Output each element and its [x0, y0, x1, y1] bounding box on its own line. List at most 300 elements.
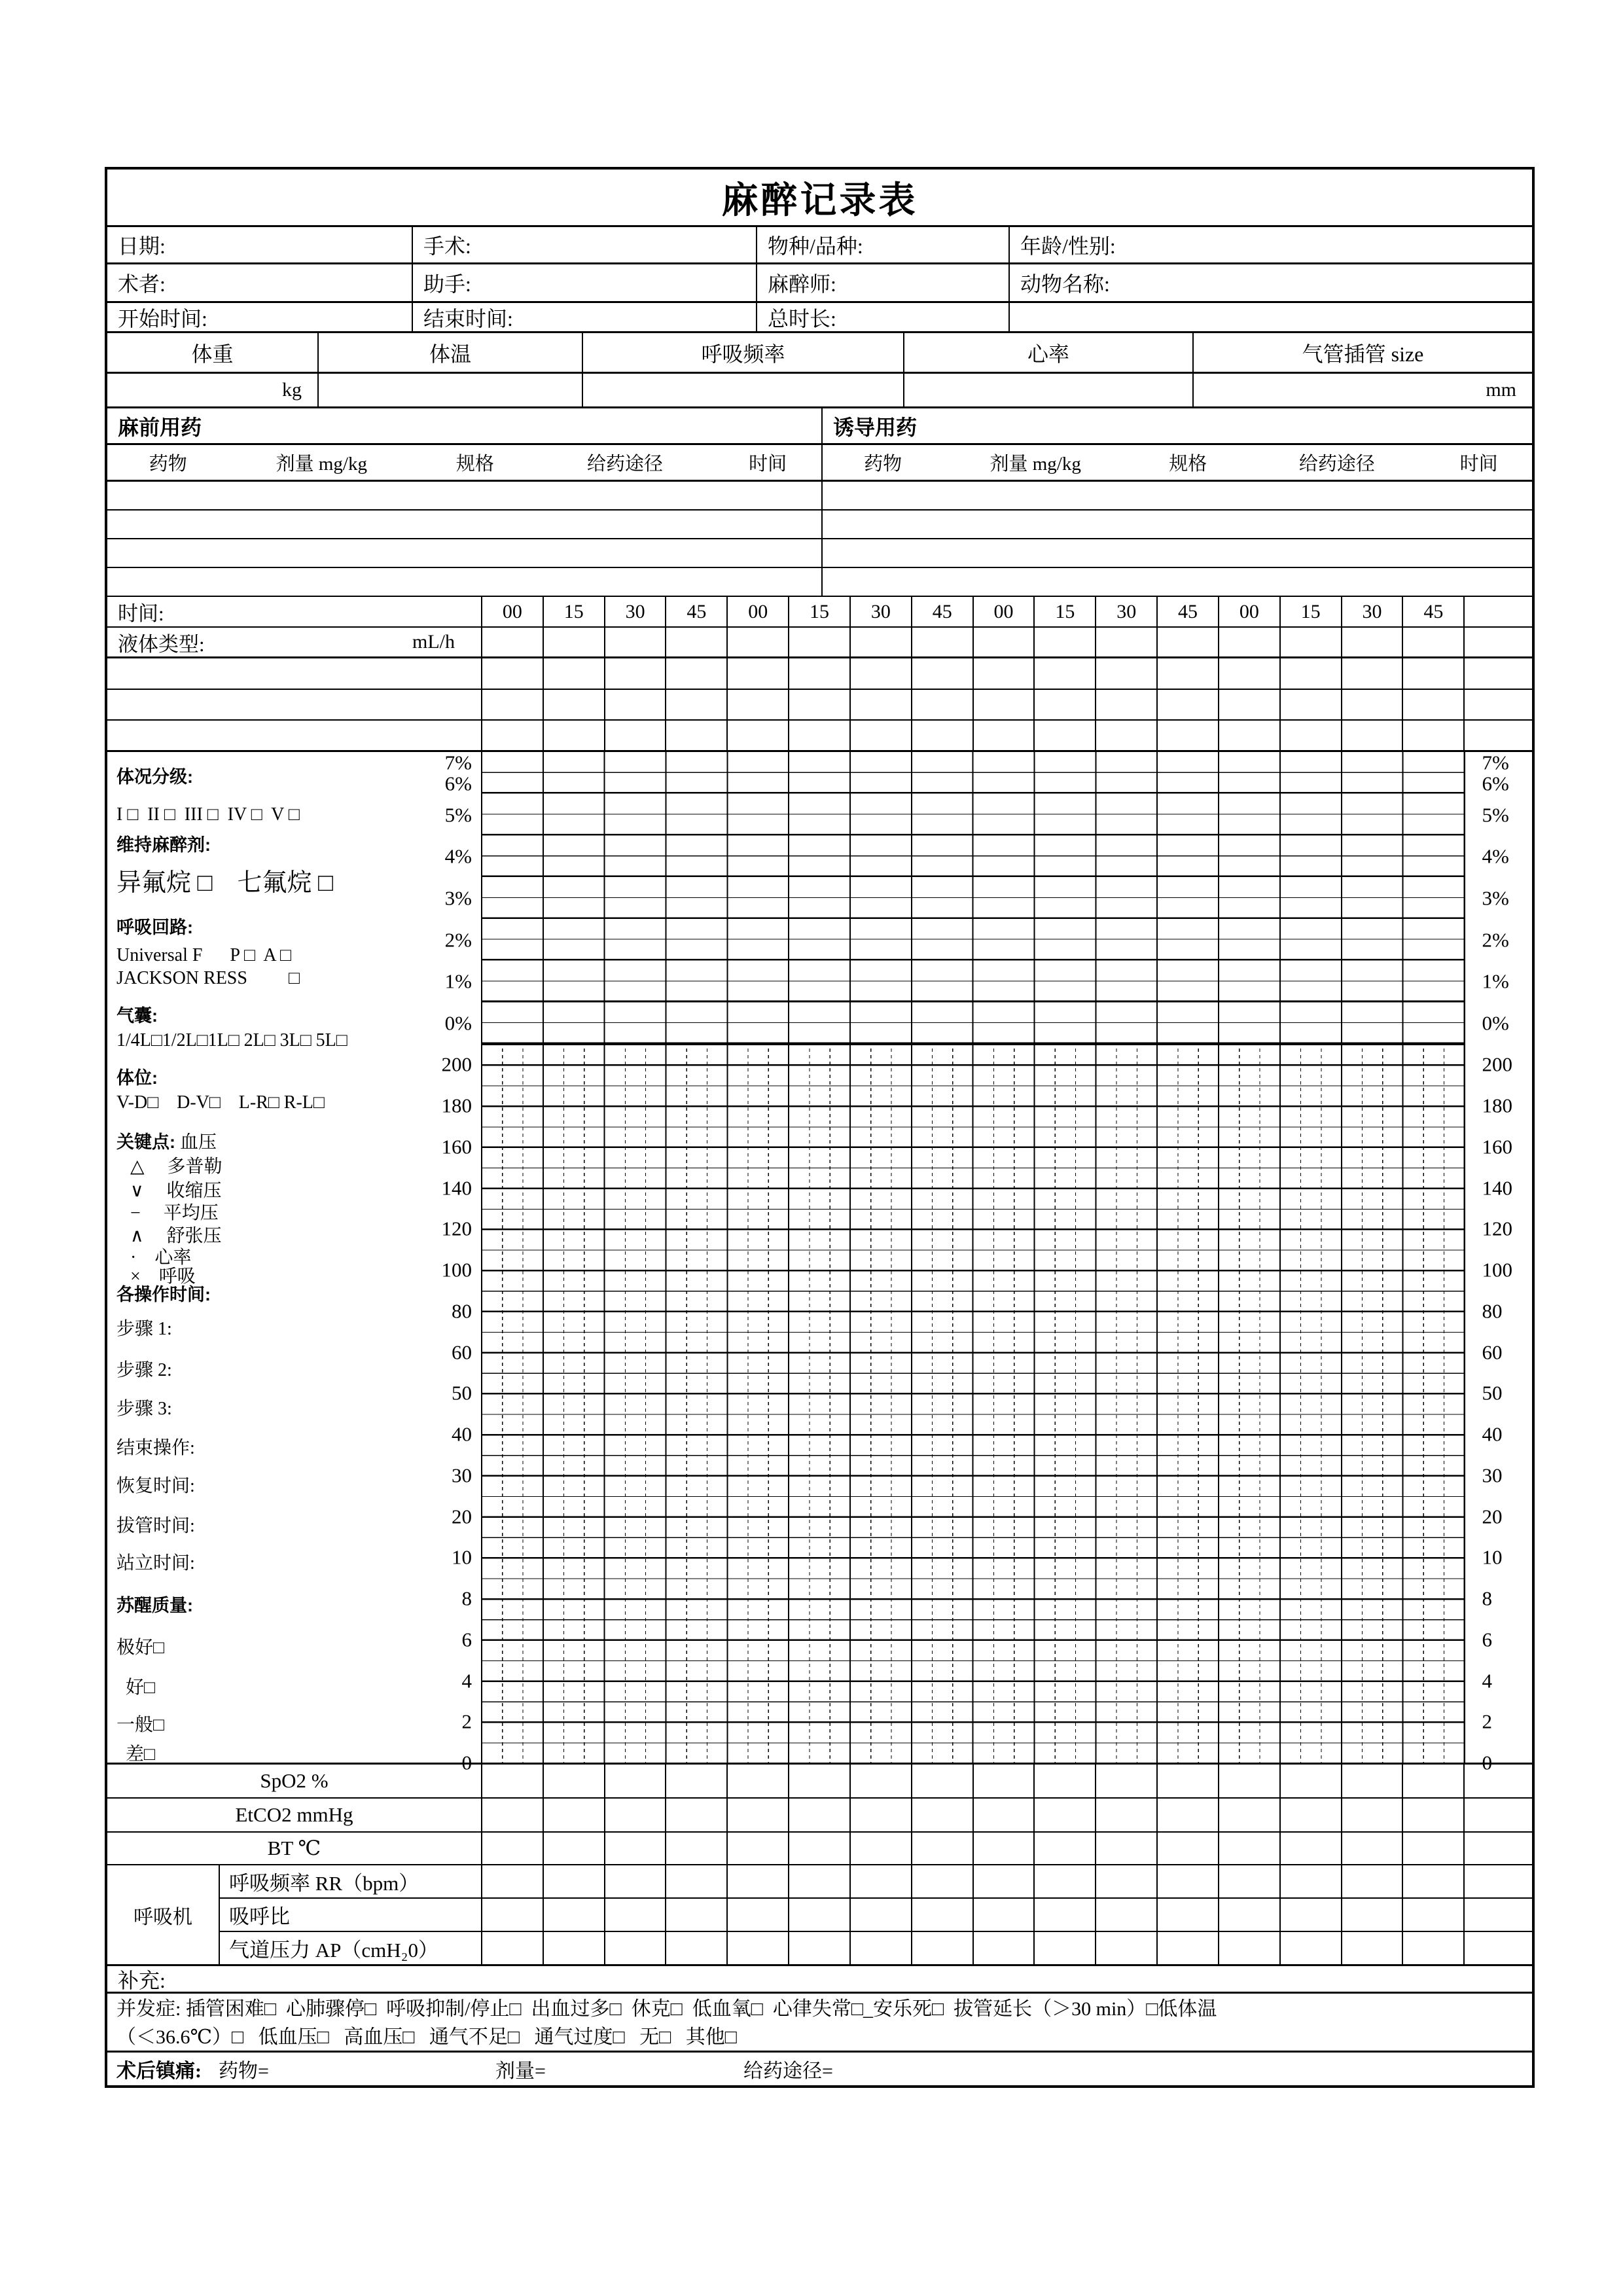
- monitor-value-cell[interactable]: [974, 1932, 1035, 1964]
- monitor-value-cell[interactable]: [1035, 1799, 1096, 1833]
- monitor-value-cell[interactable]: [482, 1865, 544, 1899]
- grid-cell[interactable]: [851, 658, 912, 689]
- info-cell[interactable]: [757, 264, 1010, 301]
- monitor-value-cell[interactable]: [666, 1799, 728, 1833]
- sidebar-label-line: 关键点: 血压: [116, 1132, 217, 1153]
- monitor-value-cell[interactable]: [666, 1932, 728, 1964]
- monitor-value-cell[interactable]: [1219, 1765, 1281, 1799]
- infusion-entry-row: [107, 690, 1532, 721]
- info-cell[interactable]: [413, 264, 757, 301]
- monitor-value-cell[interactable]: [789, 1932, 851, 1964]
- info-label: 总时长:: [768, 306, 836, 331]
- drug-entry-cell-left[interactable]: [107, 511, 823, 538]
- monitor-value-cell[interactable]: [789, 1833, 851, 1865]
- ventilator-sub-label-cell: [220, 1865, 482, 1899]
- monitor-value-cell[interactable]: [912, 1799, 974, 1833]
- monitor-value-cell[interactable]: [1096, 1899, 1158, 1932]
- numeric-scale-label: 8: [461, 1587, 472, 1610]
- monitor-value-cell[interactable]: [1158, 1932, 1219, 1964]
- drug-entry-cell-right[interactable]: [823, 539, 1532, 567]
- grid-cell[interactable]: [544, 658, 605, 689]
- monitor-label: EtCO2 mmHg: [235, 1803, 353, 1826]
- vitals-header-label: 气管插管 size: [1302, 342, 1424, 366]
- monitor-value-cell[interactable]: [912, 1899, 974, 1932]
- anesthetic-percent-grid[interactable]: [482, 752, 1464, 1044]
- monitor-label-cell: [107, 1833, 482, 1865]
- vitals-value-cell[interactable]: [107, 374, 319, 406]
- grid-cell[interactable]: [851, 690, 912, 719]
- sidebar-label-line: [116, 1596, 193, 1617]
- analgesia-field[interactable]: 药物=: [219, 2060, 269, 2082]
- medication-columns-half: [107, 445, 823, 480]
- monitor-value-cell[interactable]: [789, 1765, 851, 1799]
- grid-cell[interactable]: [1403, 658, 1465, 689]
- grid-cell[interactable]: [1403, 721, 1465, 750]
- monitor-value-cell[interactable]: [789, 1865, 851, 1899]
- monitor-value-cell[interactable]: [666, 1865, 728, 1899]
- numeric-scale-label: 2: [1482, 1710, 1492, 1733]
- sidebar-label-line: − 平均压: [116, 1202, 219, 1223]
- monitor-label: BT ℃: [267, 1837, 321, 1859]
- percent-scale-label: 5%: [444, 803, 472, 827]
- monitor-value-cell[interactable]: [1403, 1765, 1465, 1799]
- drug-entry-cell-left[interactable]: [107, 568, 823, 596]
- monitor-tail-cell[interactable]: [1465, 1799, 1532, 1833]
- grid-cell[interactable]: [728, 721, 789, 750]
- drug-entry-cell-left[interactable]: [107, 539, 823, 567]
- grid-cell[interactable]: [605, 658, 667, 689]
- complications-row[interactable]: [107, 1994, 1532, 2053]
- info-cell[interactable]: [757, 227, 1010, 262]
- monitor-value-cell[interactable]: [974, 1833, 1035, 1865]
- grid-cell[interactable]: [544, 690, 605, 719]
- grid-cell[interactable]: [974, 690, 1035, 719]
- sidebar-checkbox-line[interactable]: Universal F P □ A □: [116, 944, 291, 965]
- grid-cell[interactable]: [1158, 658, 1219, 689]
- sidebar-heading: 体况分级:: [116, 767, 193, 787]
- monitor-tail-cell[interactable]: [1465, 1833, 1532, 1865]
- monitor-value-cell[interactable]: [605, 1765, 667, 1799]
- numeric-scale-label: 180: [441, 1094, 472, 1117]
- vitals-header-cell: [319, 333, 583, 372]
- grid-cell[interactable]: [1035, 690, 1096, 719]
- monitor-value-cell[interactable]: [912, 1865, 974, 1899]
- numeric-scale-label: 0: [1482, 1751, 1492, 1774]
- sidebar-label-line: 站立时间:: [116, 1553, 195, 1574]
- sidebar-label-line: 步骤 3:: [116, 1399, 172, 1420]
- supplement-row[interactable]: [107, 1966, 1532, 1994]
- monitor-value-cell[interactable]: [1219, 1932, 1281, 1964]
- numeric-scale-label: 120: [1482, 1217, 1512, 1240]
- monitor-value-cell[interactable]: [1219, 1799, 1281, 1833]
- monitor-value-cell[interactable]: [1158, 1899, 1219, 1932]
- sidebar-label-line: · 心率: [116, 1247, 192, 1268]
- numeric-scale-label: 140: [1482, 1176, 1512, 1200]
- vitals-header-cell: [107, 333, 319, 372]
- monitor-value-cell[interactable]: [1096, 1865, 1158, 1899]
- monitor-label-cell: [107, 1799, 482, 1833]
- monitor-value-cell[interactable]: [1403, 1799, 1465, 1833]
- sidebar-checkbox-line[interactable]: 异氟烷 □ 七氟烷 □: [116, 869, 333, 897]
- percent-scale-label: 0%: [444, 1011, 472, 1035]
- med-col-header: 给药途径: [586, 454, 663, 475]
- monitor-value-cell[interactable]: [1342, 1765, 1404, 1799]
- grid-cell[interactable]: [1219, 628, 1281, 656]
- monitor-value-cell[interactable]: [1403, 1865, 1465, 1899]
- grid-cell[interactable]: [1096, 628, 1158, 656]
- drug-entry-cell-left[interactable]: [107, 482, 823, 509]
- monitor-value-cell[interactable]: [728, 1799, 789, 1833]
- monitor-row: [107, 1833, 1532, 1865]
- monitor-value-cell[interactable]: [728, 1932, 789, 1964]
- monitor-value-cell[interactable]: [974, 1799, 1035, 1833]
- monitor-value-cell[interactable]: [1035, 1932, 1096, 1964]
- sidebar-checkbox-line[interactable]: 极好□: [116, 1637, 164, 1658]
- monitor-value-cell[interactable]: [544, 1865, 605, 1899]
- monitor-value-cell[interactable]: [482, 1899, 544, 1932]
- grid-cell[interactable]: [482, 690, 544, 719]
- monitor-value-cell[interactable]: [1158, 1833, 1219, 1865]
- monitor-value-cell[interactable]: [1342, 1865, 1404, 1899]
- monitor-value-cell[interactable]: [851, 1765, 912, 1799]
- grid-cell[interactable]: [789, 721, 851, 750]
- numeric-scale-label: 100: [1482, 1258, 1512, 1282]
- vitals-trend-grid[interactable]: [482, 1044, 1464, 1763]
- numeric-scale-label: 50: [452, 1381, 472, 1405]
- monitor-value-cell[interactable]: [1281, 1799, 1342, 1833]
- monitor-value-cell[interactable]: [1281, 1865, 1342, 1899]
- grid-cell[interactable]: [974, 628, 1035, 656]
- monitor-value-cell[interactable]: [1158, 1865, 1219, 1899]
- monitor-value-cell[interactable]: [1096, 1765, 1158, 1799]
- grid-tail-cell[interactable]: [1465, 628, 1532, 656]
- grid-cell[interactable]: [1096, 658, 1158, 689]
- sidebar-label-line: ∨ 收缩压: [116, 1180, 222, 1201]
- grid-cell[interactable]: [1281, 658, 1342, 689]
- grid-cell[interactable]: [666, 721, 728, 750]
- sidebar-label-line: 步骤 2:: [116, 1360, 172, 1381]
- monitor-value-cell[interactable]: [1342, 1833, 1404, 1865]
- grid-cell[interactable]: [912, 628, 974, 656]
- chart-grid[interactable]: [482, 752, 1465, 1763]
- info-cell[interactable]: [413, 227, 757, 262]
- grid-cell[interactable]: [1096, 721, 1158, 750]
- monitor-value-cell[interactable]: [544, 1765, 605, 1799]
- vitals-header-cell: [1194, 333, 1532, 372]
- grid-cell[interactable]: [1158, 628, 1219, 656]
- grid-cell[interactable]: [1281, 690, 1342, 719]
- grid-cell[interactable]: [851, 628, 912, 656]
- monitor-value-cell[interactable]: [728, 1865, 789, 1899]
- numeric-scale-label: 10: [1482, 1545, 1503, 1569]
- sidebar-label-line: [116, 835, 211, 856]
- grid-cell[interactable]: [912, 690, 974, 719]
- grid-cell[interactable]: [482, 721, 544, 750]
- numeric-scale-label: 120: [441, 1217, 472, 1240]
- grid-cell[interactable]: [789, 690, 851, 719]
- info-cell[interactable]: [413, 303, 757, 331]
- monitor-value-cell[interactable]: [666, 1899, 728, 1932]
- info-cell[interactable]: [757, 303, 1010, 331]
- grid-cell[interactable]: [1219, 690, 1281, 719]
- grid-cell[interactable]: [1158, 721, 1219, 750]
- grid-cell[interactable]: [605, 628, 667, 656]
- vitals-header-label: 心率: [1027, 342, 1069, 366]
- sidebar-checkbox-line[interactable]: 1/4L□1/2L□1L□ 2L□ 3L□ 5L□: [116, 1030, 348, 1050]
- grid-cell[interactable]: [974, 721, 1035, 750]
- ventilator-sub-label: 呼吸频率 RR（bpm）: [229, 1872, 419, 1895]
- grid-cell[interactable]: [482, 658, 544, 689]
- info-cell[interactable]: [107, 303, 413, 331]
- monitor-value-cell[interactable]: [851, 1865, 912, 1899]
- monitor-value-cell[interactable]: [1096, 1932, 1158, 1964]
- vitals-value-cell[interactable]: [583, 374, 904, 406]
- monitor-value-cell[interactable]: [851, 1899, 912, 1932]
- numeric-scale-label: 140: [441, 1176, 472, 1200]
- monitor-value-cell[interactable]: [666, 1833, 728, 1865]
- monitor-value-cell[interactable]: [1403, 1833, 1465, 1865]
- monitor-value-cell[interactable]: [482, 1799, 544, 1833]
- monitor-value-cell[interactable]: [544, 1932, 605, 1964]
- sidebar-checkbox-line[interactable]: JACKSON RESS □: [116, 968, 300, 989]
- fluid-type-row-label-cell: [107, 628, 482, 656]
- drug-entry-row: [107, 568, 1532, 597]
- med-col-header: 时间: [749, 454, 787, 475]
- analgesia-field[interactable]: 剂量=: [495, 2060, 546, 2082]
- monitor-value-cell[interactable]: [1035, 1865, 1096, 1899]
- grid-cell[interactable]: [1281, 721, 1342, 750]
- grid-cell[interactable]: [789, 628, 851, 656]
- info-cell[interactable]: [1010, 264, 1532, 301]
- numeric-scale-label: 80: [452, 1299, 472, 1323]
- grid-cell[interactable]: [1035, 658, 1096, 689]
- grid-cell[interactable]: [605, 690, 667, 719]
- monitor-value-cell[interactable]: [544, 1833, 605, 1865]
- grid-cell[interactable]: [482, 628, 544, 656]
- monitor-value-cell[interactable]: [1219, 1899, 1281, 1932]
- grid-cell[interactable]: [789, 658, 851, 689]
- sidebar-label-line: [116, 918, 193, 939]
- grid-cell[interactable]: [1281, 628, 1342, 656]
- sidebar-label-line: ∧ 舒张压: [116, 1226, 222, 1247]
- monitor-value-cell[interactable]: [605, 1833, 667, 1865]
- premed-title: 麻前用药: [118, 415, 202, 439]
- monitor-value-cell[interactable]: [1096, 1799, 1158, 1833]
- med-col-header: 给药途径: [1298, 454, 1375, 475]
- grid-cell[interactable]: [1096, 690, 1158, 719]
- monitor-value-cell[interactable]: [1158, 1799, 1219, 1833]
- monitor-value-cell[interactable]: [1342, 1799, 1404, 1833]
- analgesia-field[interactable]: 给药途径=: [743, 2060, 833, 2082]
- time-tick-cell: 15: [1035, 597, 1096, 626]
- monitor-row: [107, 1932, 1532, 1964]
- monitor-value-cell[interactable]: [666, 1765, 728, 1799]
- infusion-entry-row: [107, 721, 1532, 752]
- monitor-value-cell[interactable]: [1096, 1833, 1158, 1865]
- sidebar-heading: 体位:: [116, 1068, 158, 1088]
- drug-entry-cell-right[interactable]: [823, 511, 1532, 538]
- monitor-value-cell[interactable]: [544, 1799, 605, 1833]
- grid-cell[interactable]: [728, 628, 789, 656]
- grid-cell[interactable]: [1158, 690, 1219, 719]
- chart-region: [107, 751, 1532, 1774]
- monitor-value-cell[interactable]: [1342, 1932, 1404, 1964]
- monitor-value-cell[interactable]: [1281, 1833, 1342, 1865]
- monitor-value-cell[interactable]: [1281, 1932, 1342, 1964]
- grid-cell[interactable]: [544, 628, 605, 656]
- numeric-scale-label: 80: [1482, 1299, 1503, 1323]
- grid-tail-cell[interactable]: [1465, 690, 1532, 719]
- monitor-value-cell[interactable]: [851, 1932, 912, 1964]
- monitor-value-cell[interactable]: [1158, 1765, 1219, 1799]
- percent-scale-label: 3%: [1482, 886, 1509, 910]
- complications-line2[interactable]: （＜36.6℃）□ 低血压□ 高血压□ 通气不足□ 通气过度□ 无□ 其他□: [116, 2026, 737, 2048]
- monitor-value-cell[interactable]: [974, 1765, 1035, 1799]
- vitals-unit-label: kg: [282, 379, 302, 401]
- grid-cell[interactable]: [728, 690, 789, 719]
- monitor-value-cell[interactable]: [605, 1799, 667, 1833]
- drug-entry-row: [107, 511, 1532, 539]
- monitor-value-cell[interactable]: [1035, 1833, 1096, 1865]
- premed-title-cell: [107, 408, 823, 443]
- percent-scale-label: 7%: [1482, 751, 1509, 774]
- sidebar-checkbox-line[interactable]: 差□: [116, 1744, 155, 1765]
- monitor-value-cell[interactable]: [974, 1899, 1035, 1932]
- monitor-value-cell[interactable]: [974, 1865, 1035, 1899]
- numeric-scale-label: 20: [452, 1505, 472, 1528]
- grid-cell[interactable]: [728, 658, 789, 689]
- percent-scale-label: 1%: [1482, 969, 1509, 993]
- sidebar-checkbox-line[interactable]: 好□: [116, 1677, 155, 1698]
- monitor-value-cell[interactable]: [728, 1899, 789, 1932]
- percent-scale-label: 7%: [444, 751, 472, 774]
- infusion-entry-row-label-cell: [107, 721, 482, 750]
- monitor-value-cell[interactable]: [1281, 1899, 1342, 1932]
- info-cell[interactable]: [107, 227, 413, 262]
- grid-cell[interactable]: [851, 721, 912, 750]
- form-title-row: [107, 170, 1532, 227]
- ventilator-sub-label-cell: [220, 1899, 482, 1932]
- time-tick-cell: 45: [1158, 597, 1219, 626]
- monitor-tail-cell[interactable]: [1465, 1865, 1532, 1899]
- numeric-scale-label: 160: [1482, 1135, 1512, 1158]
- med-col-header: 剂量 mg/kg: [276, 454, 367, 475]
- grid-cell[interactable]: [1342, 628, 1404, 656]
- grid-tail-cell[interactable]: [1465, 658, 1532, 689]
- numeric-scale-label: 100: [441, 1258, 472, 1282]
- postop-analgesia-row[interactable]: [107, 2053, 1532, 2085]
- sidebar-label-line: 拔管时间:: [116, 1516, 195, 1537]
- monitor-value-cell[interactable]: [1342, 1899, 1404, 1932]
- monitor-value-cell[interactable]: [789, 1799, 851, 1833]
- grid-cell[interactable]: [912, 721, 974, 750]
- monitor-value-cell[interactable]: [1403, 1899, 1465, 1932]
- monitor-value-cell[interactable]: [1219, 1833, 1281, 1865]
- monitor-value-cell[interactable]: [912, 1932, 974, 1964]
- grid-cell[interactable]: [544, 721, 605, 750]
- monitor-value-cell[interactable]: [605, 1932, 667, 1964]
- grid-cell[interactable]: [666, 628, 728, 656]
- sidebar-checkbox-line[interactable]: I □ II □ III □ IV □ V □: [116, 804, 300, 825]
- numeric-scale-label: 4: [1482, 1669, 1492, 1692]
- grid-cell[interactable]: [1403, 690, 1465, 719]
- supplement-label: 补充:: [118, 1968, 166, 1992]
- infusion-entry-row: [107, 658, 1532, 690]
- monitor-value-cell[interactable]: [728, 1833, 789, 1865]
- ventilator-group-label: 呼吸机: [134, 1906, 192, 1928]
- monitor-value-cell[interactable]: [482, 1833, 544, 1865]
- grid-cell[interactable]: [1035, 628, 1096, 656]
- monitor-tail-cell[interactable]: [1465, 1899, 1532, 1932]
- drug-entry-cell-right[interactable]: [823, 482, 1532, 509]
- monitor-value-cell[interactable]: [789, 1899, 851, 1932]
- monitor-value-cell[interactable]: [1035, 1765, 1096, 1799]
- info-cell[interactable]: [1010, 303, 1532, 331]
- percent-scale-label: 0%: [1482, 1011, 1509, 1035]
- grid-cell[interactable]: [1342, 721, 1404, 750]
- info-cell[interactable]: [107, 264, 413, 301]
- monitor-value-cell[interactable]: [544, 1899, 605, 1932]
- monitor-value-cell[interactable]: [851, 1799, 912, 1833]
- page-title: 麻醉记录表: [721, 180, 918, 221]
- grid-cell[interactable]: [1219, 721, 1281, 750]
- monitor-value-cell[interactable]: [851, 1833, 912, 1865]
- percent-scale-label: 2%: [444, 928, 472, 952]
- drug-entry-cell-right[interactable]: [823, 568, 1532, 596]
- monitor-value-cell[interactable]: [482, 1932, 544, 1964]
- vitals-value-cell[interactable]: [319, 374, 583, 406]
- monitor-tail-cell[interactable]: [1465, 1765, 1532, 1799]
- monitor-value-cell[interactable]: [1403, 1932, 1465, 1964]
- percent-scale-label: 6%: [444, 772, 472, 795]
- monitor-value-cell[interactable]: [912, 1833, 974, 1865]
- monitor-value-cell[interactable]: [1219, 1865, 1281, 1899]
- monitor-value-cell[interactable]: [605, 1865, 667, 1899]
- complications-line1[interactable]: 并发症: 插管困难□ 心肺骤停□ 呼吸抑制/停止□ 出血过多□ 休克□ 低血氧□ 心律失常□_安乐死□ 拔管延长（＞30 min）□低体温: [116, 1998, 1217, 2020]
- monitor-value-cell[interactable]: [728, 1765, 789, 1799]
- vitals-value-cell[interactable]: [904, 374, 1194, 406]
- grid-cell[interactable]: [666, 690, 728, 719]
- grid-cell[interactable]: [666, 658, 728, 689]
- sidebar-checkbox-line[interactable]: V-D□ D-V□ L-R□ R-L□: [116, 1092, 325, 1113]
- grid-cell[interactable]: [1342, 658, 1404, 689]
- vitals-value-cell[interactable]: [1194, 374, 1532, 406]
- monitor-tail-cell[interactable]: [1465, 1932, 1532, 1964]
- grid-cell[interactable]: [1035, 721, 1096, 750]
- numeric-scale-label: 30: [1482, 1463, 1503, 1487]
- monitor-value-cell[interactable]: [1035, 1899, 1096, 1932]
- fluid-unit-label: mL/h: [412, 631, 455, 653]
- grid-cell[interactable]: [605, 721, 667, 750]
- grid-cell[interactable]: [1219, 658, 1281, 689]
- percent-scale-label: 5%: [1482, 803, 1509, 827]
- sidebar-checkbox-line[interactable]: 一般□: [116, 1715, 164, 1736]
- monitor-value-cell[interactable]: [605, 1899, 667, 1932]
- monitor-value-cell[interactable]: [912, 1765, 974, 1799]
- grid-tail-cell[interactable]: [1465, 721, 1532, 750]
- grid-cell[interactable]: [974, 658, 1035, 689]
- info-cell[interactable]: [1010, 227, 1532, 262]
- monitor-value-cell[interactable]: [1281, 1765, 1342, 1799]
- grid-cell[interactable]: [1342, 690, 1404, 719]
- drug-entry-row: [107, 539, 1532, 568]
- grid-cell[interactable]: [1403, 628, 1465, 656]
- infusion-entry-row-label-cell: [107, 690, 482, 719]
- info-label: 助手:: [423, 272, 471, 296]
- monitor-value-cell[interactable]: [482, 1765, 544, 1799]
- time-tick-cell: 00: [1219, 597, 1281, 626]
- grid-cell[interactable]: [912, 658, 974, 689]
